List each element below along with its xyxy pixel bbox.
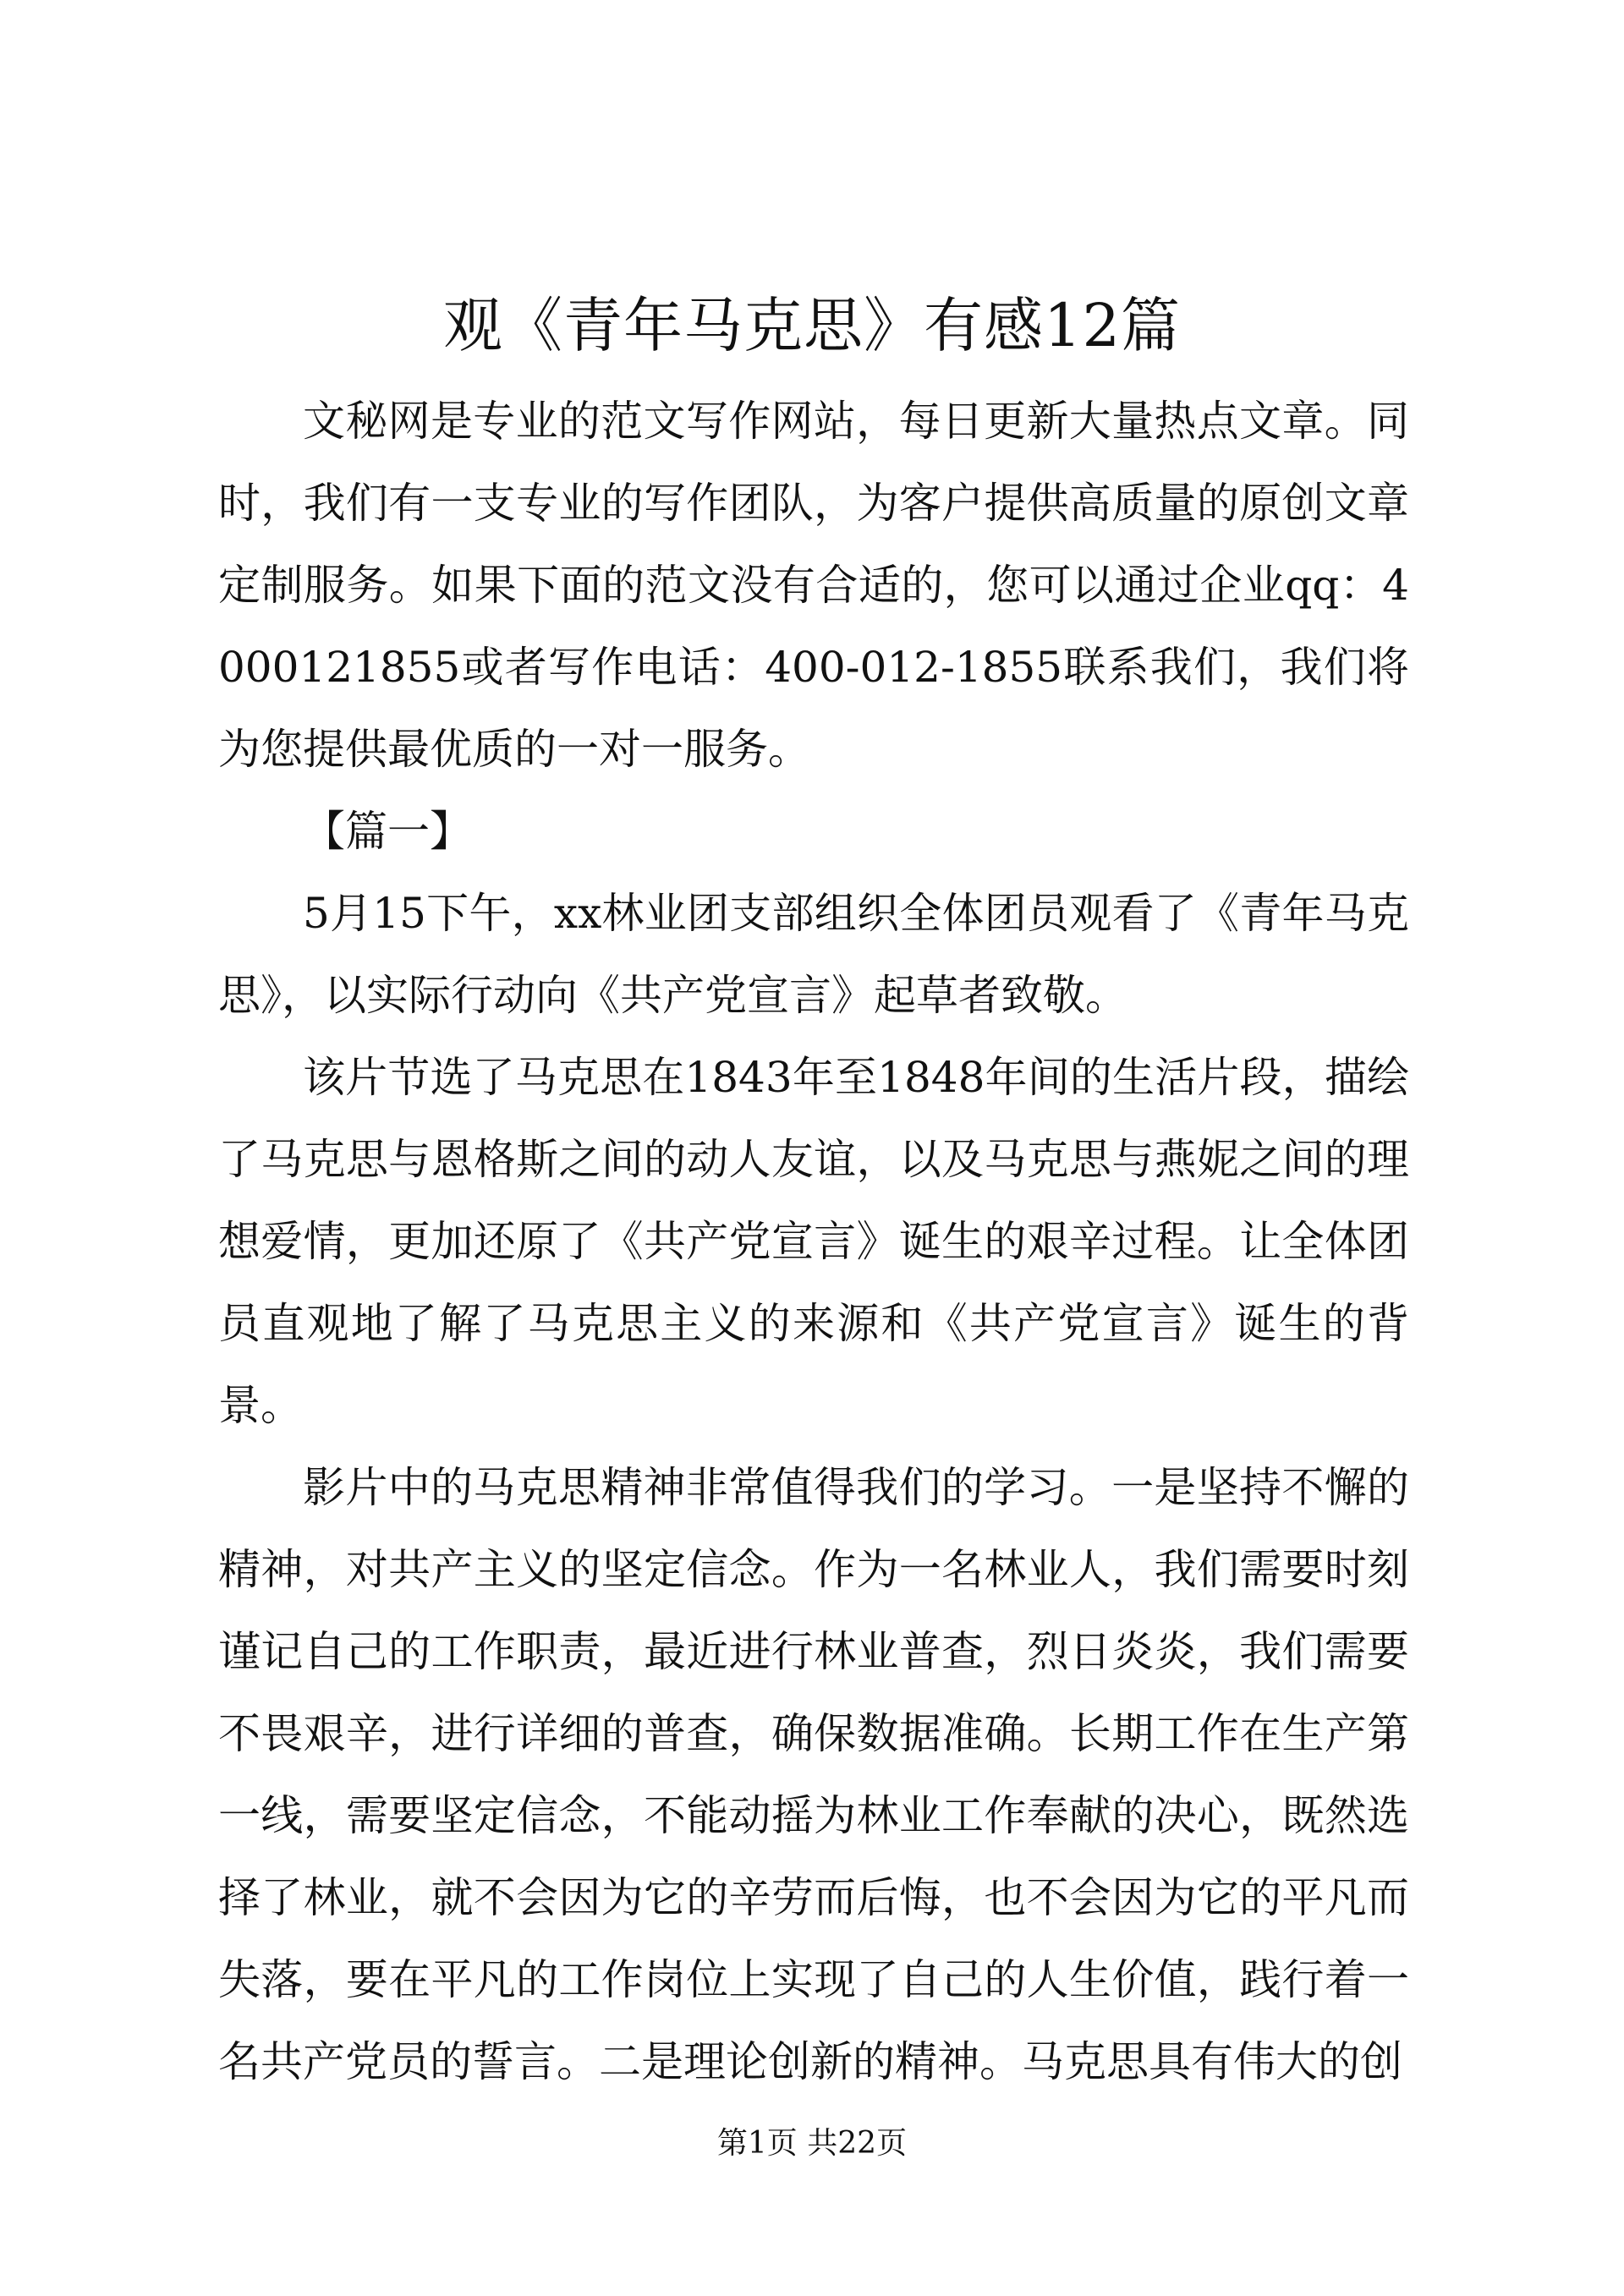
body-paragraph: 影片中的马克思精神非常值得我们的学习。一是坚持不懈的精神，对共产主义的坚定信念。作为一名林业人，我们需要时刻谨记自己的工作职责，最近进行林业普查，烈日炎炎，我们需要不畏艰辛，进行详细的普查，确保数据准确。长期工作在生产第一线，需要坚定信念，不能动摇为林业工作奉献的决心，既然选择了林业，就不会因为它的辛劳而后悔，也不会因为它的平凡而失落，要在平凡的工作岗位上实现了自己的人生价值，践行着一名共产党员的誓言。二是理论创新的精神。马克思具有伟大的创 bbox=[218, 1463, 1409, 2086]
document-title: 观《青年马克思》有感12篇 bbox=[442, 291, 1182, 360]
intro-paragraph: 文秘网是专业的范文写作网站，每日更新大量热点文章。同时，我们有一支专业的写作团队，为客户提供高质量的原创文章定制服务。如果下面的范文没有合适的，您可以通过企业qq：4000121855或者写作电话：400-012-1855联系我们，我们将为您提供最优质的一对一服务。 bbox=[218, 397, 1409, 774]
section-heading: 【篇一】 bbox=[303, 807, 472, 856]
body-paragraph: 该片节选了马克思在1843年至1848年间的生活片段，描绘了马克思与恩格斯之间的动人友谊，以及马克思与燕妮之间的理想爱情，更加还原了《共产党宣言》诞生的艰辛过程。让全体团员直观地了解了马克思主义的来源和《共产党宣言》诞生的背景。 bbox=[218, 1053, 1409, 1430]
document-body bbox=[218, 381, 1409, 2103]
page-footer: 第1页 共22页 bbox=[716, 2126, 908, 2161]
body-paragraph: 5月15下午，xx林业团支部组织全体团员观看了《青年马克思》，以实际行动向《共产党宣言》起草者致敬。 bbox=[218, 889, 1409, 1020]
